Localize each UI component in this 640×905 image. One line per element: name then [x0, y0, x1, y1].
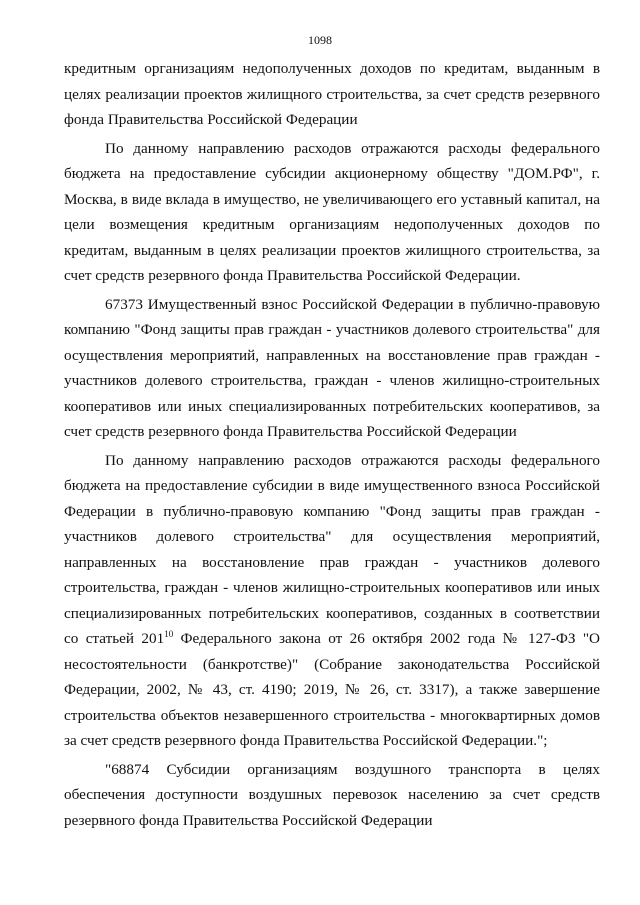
paragraph-continuation: кредитным организациям недополученных доходов по кредитам, выданным в целях реализации проектов жилищного строительства, за счет средств резервного фонда Правительства Российской Федерации — [64, 60, 600, 128]
paragraph-text-before-superscript: По данному направлению расходов отражаются расходы федерального бюджета на предоставление субсидии в виде имущественного взноса Российской Федерации в публично-правовую компанию "Фонд защиты прав граждан - участников долевого строительства" для осуществления мероприятий, направленных на восстановление прав граждан - участников долевого строительства, граждан - членов жилищно-строительных кооперативов или иных специализированных потребительских кооперативов, созданных в соответствии со статьей 201 — [64, 451, 600, 647]
page-number: 1098 — [308, 33, 332, 47]
paragraph-code-67373: 67373 Имущественный взнос Российской Федерации в публично-правовую компанию "Фонд защиты прав граждан - участников долевого строительства" для осуществления мероприятий, направленных на восстановление прав граждан - участников долевого строительства, граждан - членов жилищно-строительных кооперативов или иных специализированных потребительских кооперативов, за счет средств резервного фонда Правительства Российской Федерации — [64, 295, 600, 440]
article-superscript: 10 — [164, 628, 174, 639]
paragraph-text-after-superscript: Федерального закона от 26 октября 2002 года № 127-ФЗ "О несостоятельности (банкротстве)" (Собрание законодательства Российской Федерации, 2002, № 43, ст. 4190; 2019, № 26, ст. 3317), а также завершение строительства объектов незавершенного строительства - многоквартирных домов за счет средств резервного фонда Правительства Российской Федерации."; — [64, 630, 600, 749]
paragraph-description-fund — [64, 448, 600, 754]
document-body — [64, 56, 600, 833]
paragraph-code-68874: "68874 Субсидии организациям воздушного транспорта в целях обеспечения доступности воздушных перевозок населению за счет средств резервного фонда Правительства Российской Федерации — [64, 760, 600, 829]
paragraph-description-dom-rf: По данному направлению расходов отражаются расходы федерального бюджета на предоставление субсидии акционерному обществу "ДОМ.РФ", г. Москва, в виде вклада в имущество, не увеличивающего его уставный капитал, на цели возмещения кредитным организациям недополученных доходов по кредитам, выданным в целях реализации проектов жилищного строительства, за счет средств резервного фонда Правительства Российской Федерации. — [64, 139, 600, 284]
